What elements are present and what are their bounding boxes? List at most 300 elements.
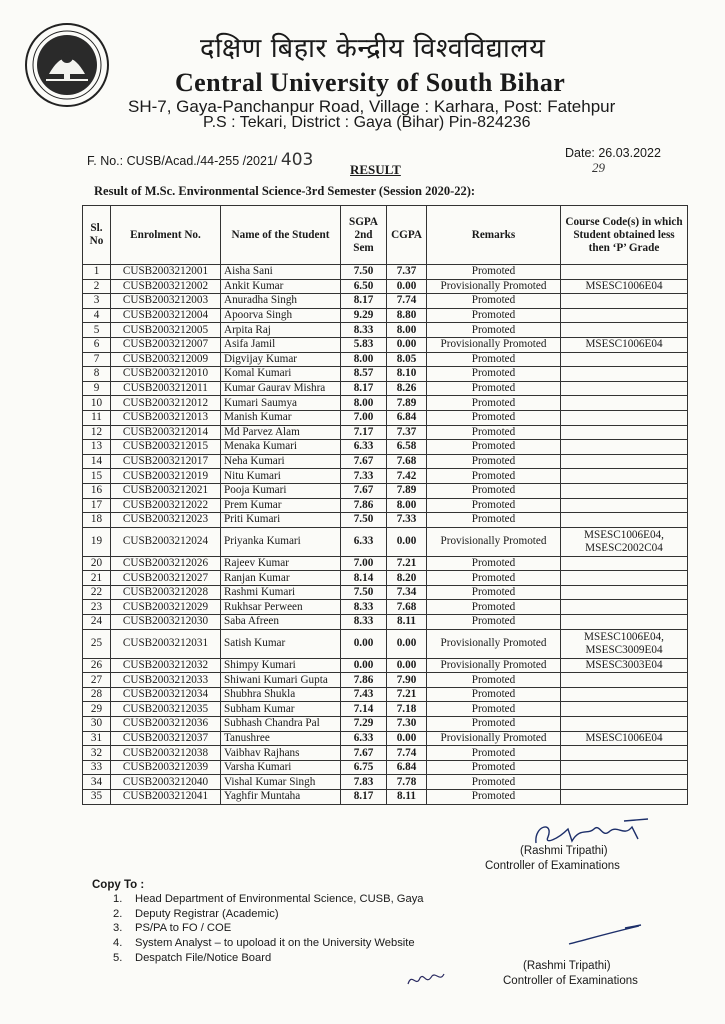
cell-remarks: Promoted [427,483,561,498]
cell-student-name: Priti Kumari [221,513,341,528]
cell-student-name: Aisha Sani [221,265,341,280]
copy-to-item-number: 2. [113,907,123,920]
cell-student-name: Satish Kumar [221,629,341,658]
cell-enrolment: CUSB2003212031 [111,629,221,658]
cell-course-codes [561,352,688,367]
cell-student-name: Shiwani Kumari Gupta [221,673,341,688]
cell-sgpa: 7.29 [341,717,387,732]
cell-remarks: Promoted [427,425,561,440]
cell-course-codes [561,760,688,775]
cell-course-codes [561,308,688,323]
cell-sl-no: 6 [83,337,111,352]
cell-remarks: Provisionally Promoted [427,279,561,294]
cell-sgpa: 7.67 [341,746,387,761]
cell-student-name: Vaibhav Rajhans [221,746,341,761]
cell-student-name: Kumar Gaurav Mishra [221,381,341,396]
cell-remarks: Promoted [427,790,561,805]
cell-sgpa: 8.57 [341,367,387,382]
cell-course-codes [561,571,688,586]
table-row [83,658,688,673]
handwritten-note: 29 [592,160,605,175]
cell-course-codes [561,687,688,702]
cell-sl-no: 18 [83,513,111,528]
header-sgpa: SGPA 2nd Sem [341,206,387,265]
handwritten-initials [404,968,446,990]
cell-sgpa: 8.17 [341,790,387,805]
cell-enrolment: CUSB2003212002 [111,279,221,294]
cell-sl-no: 27 [83,673,111,688]
university-name-hindi: दक्षिण बिहार केन्द्रीय विश्वविद्यालय [200,33,546,64]
cell-sl-no: 11 [83,410,111,425]
cell-enrolment: CUSB2003212035 [111,702,221,717]
cell-remarks: Provisionally Promoted [427,731,561,746]
copy-to-item-number: 1. [113,893,123,905]
cell-sl-no: 14 [83,454,111,469]
cell-cgpa: 7.34 [387,585,427,600]
cell-cgpa: 8.00 [387,323,427,338]
cell-course-codes: MSESC1006E04 [561,337,688,352]
cell-course-codes [561,585,688,600]
cell-enrolment: CUSB2003212007 [111,337,221,352]
cell-remarks: Promoted [427,746,561,761]
cell-enrolment: CUSB2003212036 [111,717,221,732]
signatory-top-role: Controller of Examinations [485,860,620,872]
cell-sl-no: 32 [83,746,111,761]
address-line-2: P.S : Tekari, District : Gaya (Bihar) Pin-824236 [203,114,531,131]
cell-course-codes: MSESC1006E04, MSESC2002C04 [561,527,688,556]
cell-sl-no: 16 [83,483,111,498]
copy-to-item [113,952,424,967]
cell-student-name: Pooja Kumari [221,483,341,498]
address-line-1: SH-7, Gaya-Panchanpur Road, Village : Karhara, Post: Fatehpur [128,97,616,116]
cell-sl-no: 30 [83,717,111,732]
cell-enrolment: CUSB2003212027 [111,571,221,586]
cell-cgpa: 8.00 [387,498,427,513]
university-logo-seal [24,22,110,108]
cell-sgpa: 7.50 [341,513,387,528]
cell-cgpa: 8.11 [387,790,427,805]
cell-student-name: Komal Kumari [221,367,341,382]
header-enrolment: Enrolment No. [111,206,221,265]
cell-sgpa: 6.33 [341,527,387,556]
cell-enrolment: CUSB2003212010 [111,367,221,382]
cell-sl-no: 24 [83,615,111,630]
cell-sl-no: 13 [83,440,111,455]
cell-cgpa: 0.00 [387,731,427,746]
cell-remarks: Promoted [427,367,561,382]
cell-sl-no: 3 [83,294,111,309]
cell-remarks: Promoted [427,600,561,615]
cell-course-codes [561,746,688,761]
cell-remarks: Promoted [427,454,561,469]
cell-remarks: Promoted [427,294,561,309]
cell-sl-no: 29 [83,702,111,717]
header-student-name: Name of the Student [221,206,341,265]
table-row [83,425,688,440]
signature-bottom [565,922,645,948]
cell-course-codes [561,323,688,338]
cell-sgpa: 7.00 [341,556,387,571]
cell-sl-no: 22 [83,585,111,600]
cell-course-codes: MSESC1006E04 [561,731,688,746]
cell-sgpa: 6.75 [341,760,387,775]
table-row [83,790,688,805]
cell-cgpa: 7.21 [387,556,427,571]
cell-remarks: Promoted [427,265,561,280]
cell-course-codes [561,265,688,280]
cell-student-name: Ranjan Kumar [221,571,341,586]
table-row [83,323,688,338]
table-row [83,308,688,323]
cell-enrolment: CUSB2003212005 [111,323,221,338]
cell-sgpa: 7.17 [341,425,387,440]
cell-remarks: Promoted [427,410,561,425]
cell-cgpa: 7.78 [387,775,427,790]
cell-course-codes [561,469,688,484]
cell-sgpa: 8.33 [341,615,387,630]
cell-course-codes [561,396,688,411]
cell-sl-no: 25 [83,629,111,658]
cell-sl-no: 26 [83,658,111,673]
table-header-row [83,206,688,265]
cell-course-codes [561,513,688,528]
copy-to-item-number: 3. [113,922,123,935]
cell-cgpa: 0.00 [387,279,427,294]
cell-course-codes: MSESC1006E04 [561,279,688,294]
cell-enrolment: CUSB2003212015 [111,440,221,455]
table-row [83,673,688,688]
signatory-bottom-name: (Rashmi Tripathi) [523,960,611,972]
cell-sl-no: 2 [83,279,111,294]
result-table [82,205,688,805]
table-row [83,294,688,309]
cell-remarks: Provisionally Promoted [427,658,561,673]
header-cgpa: CGPA [387,206,427,265]
cell-course-codes [561,702,688,717]
cell-course-codes [561,717,688,732]
cell-course-codes [561,790,688,805]
cell-sl-no: 35 [83,790,111,805]
cell-sl-no: 21 [83,571,111,586]
cell-cgpa: 7.68 [387,600,427,615]
cell-sgpa: 7.00 [341,410,387,425]
cell-course-codes [561,673,688,688]
cell-student-name: Digvijay Kumar [221,352,341,367]
cell-enrolment: CUSB2003212026 [111,556,221,571]
cell-student-name: Anuradha Singh [221,294,341,309]
cell-sgpa: 0.00 [341,629,387,658]
cell-cgpa: 7.33 [387,513,427,528]
cell-cgpa: 0.00 [387,527,427,556]
cell-enrolment: CUSB2003212017 [111,454,221,469]
cell-course-codes [561,775,688,790]
table-row [83,469,688,484]
cell-student-name: Apoorva Singh [221,308,341,323]
cell-course-codes [561,483,688,498]
table-row [83,337,688,352]
copy-to-item-text: Deputy Registrar (Academic) [135,907,279,920]
copy-to-item-text: Head Department of Environmental Science, CUSB, Gaya [135,893,424,905]
cell-student-name: Subham Kumar [221,702,341,717]
cell-enrolment: CUSB2003212019 [111,469,221,484]
copy-to-item [113,937,424,952]
cell-sgpa: 7.50 [341,265,387,280]
cell-cgpa: 8.26 [387,381,427,396]
cell-sl-no: 19 [83,527,111,556]
cell-enrolment: CUSB2003212040 [111,775,221,790]
cell-enrolment: CUSB2003212037 [111,731,221,746]
table-row [83,731,688,746]
table-row [83,513,688,528]
cell-remarks: Provisionally Promoted [427,337,561,352]
signatory-top-name: (Rashmi Tripathi) [520,845,608,857]
cell-sgpa: 7.67 [341,483,387,498]
cell-cgpa: 7.89 [387,483,427,498]
table-row [83,556,688,571]
table-row [83,527,688,556]
cell-sl-no: 17 [83,498,111,513]
cell-sl-no: 9 [83,381,111,396]
cell-student-name: Priyanka Kumari [221,527,341,556]
cell-remarks: Provisionally Promoted [427,629,561,658]
cell-student-name: Rajeev Kumar [221,556,341,571]
copy-to-item-number: 4. [113,937,123,950]
table-row [83,396,688,411]
cell-sgpa: 6.33 [341,440,387,455]
result-heading: RESULT [350,162,401,177]
cell-remarks: Promoted [427,556,561,571]
cell-sl-no: 4 [83,308,111,323]
cell-cgpa: 7.89 [387,396,427,411]
cell-student-name: Saba Afreen [221,615,341,630]
file-number-text: F. No.: CUSB/Acad./44-255 /2021/ [87,154,278,168]
cell-enrolment: CUSB2003212004 [111,308,221,323]
cell-student-name: Kumari Saumya [221,396,341,411]
table-row [83,702,688,717]
cell-sl-no: 28 [83,687,111,702]
cell-course-codes: MSESC3003E04 [561,658,688,673]
cell-student-name: Prem Kumar [221,498,341,513]
cell-remarks: Promoted [427,308,561,323]
cell-enrolment: CUSB2003212021 [111,483,221,498]
cell-remarks: Promoted [427,615,561,630]
cell-sl-no: 34 [83,775,111,790]
table-row [83,454,688,469]
cell-cgpa: 8.80 [387,308,427,323]
cell-sgpa: 8.33 [341,323,387,338]
cell-sgpa: 9.29 [341,308,387,323]
cell-student-name: Varsha Kumari [221,760,341,775]
cell-course-codes [561,381,688,396]
cell-sgpa: 8.00 [341,352,387,367]
cell-enrolment: CUSB2003212001 [111,265,221,280]
cell-sgpa: 7.50 [341,585,387,600]
cell-course-codes [561,425,688,440]
cell-sgpa: 7.67 [341,454,387,469]
cell-remarks: Promoted [427,323,561,338]
cell-sgpa: 8.33 [341,600,387,615]
table-row [83,600,688,615]
table-row [83,381,688,396]
cell-course-codes [561,410,688,425]
cell-enrolment: CUSB2003212024 [111,527,221,556]
cell-student-name: Rashmi Kumari [221,585,341,600]
cell-remarks: Promoted [427,702,561,717]
cell-cgpa: 7.68 [387,454,427,469]
signatory-bottom-role: Controller of Examinations [503,975,638,987]
cell-cgpa: 7.74 [387,294,427,309]
cell-cgpa: 8.11 [387,615,427,630]
cell-sgpa: 5.83 [341,337,387,352]
cell-cgpa: 6.84 [387,410,427,425]
cell-cgpa: 7.42 [387,469,427,484]
cell-enrolment: CUSB2003212013 [111,410,221,425]
cell-enrolment: CUSB2003212039 [111,760,221,775]
table-row [83,717,688,732]
cell-cgpa: 7.90 [387,673,427,688]
cell-remarks: Promoted [427,396,561,411]
cell-sgpa: 7.43 [341,687,387,702]
cell-cgpa: 7.37 [387,425,427,440]
table-row [83,265,688,280]
table-row [83,483,688,498]
cell-sgpa: 8.14 [341,571,387,586]
cell-enrolment: CUSB2003212022 [111,498,221,513]
cell-sl-no: 8 [83,367,111,382]
cell-enrolment: CUSB2003212041 [111,790,221,805]
cell-student-name: Asifa Jamil [221,337,341,352]
cell-sgpa: 7.83 [341,775,387,790]
cell-enrolment: CUSB2003212038 [111,746,221,761]
cell-cgpa: 8.10 [387,367,427,382]
cell-sl-no: 12 [83,425,111,440]
cell-course-codes [561,367,688,382]
header-sl-no: Sl. No [83,206,111,265]
copy-to-item-text: Despatch File/Notice Board [135,951,272,964]
cell-remarks: Promoted [427,352,561,367]
cell-student-name: Menaka Kumari [221,440,341,455]
copy-to-item-text: System Analyst – to upoload it on the University Website [135,937,415,950]
cell-cgpa: 7.37 [387,265,427,280]
cell-sl-no: 1 [83,265,111,280]
cell-remarks: Promoted [427,717,561,732]
cell-enrolment: CUSB2003212003 [111,294,221,309]
cell-course-codes [561,454,688,469]
cell-remarks: Promoted [427,687,561,702]
cell-remarks: Promoted [427,381,561,396]
cell-course-codes: MSESC1006E04, MSESC3009E04 [561,629,688,658]
cell-enrolment: CUSB2003212009 [111,352,221,367]
cell-cgpa: 7.21 [387,687,427,702]
cell-remarks: Promoted [427,469,561,484]
file-number [87,150,313,170]
cell-remarks: Promoted [427,440,561,455]
cell-student-name: Arpita Raj [221,323,341,338]
table-row [83,629,688,658]
cell-student-name: Rukhsar Perween [221,600,341,615]
cell-student-name: Md Parvez Alam [221,425,341,440]
cell-sl-no: 15 [83,469,111,484]
cell-remarks: Promoted [427,513,561,528]
cell-cgpa: 0.00 [387,337,427,352]
table-row [83,760,688,775]
cell-cgpa: 7.74 [387,746,427,761]
cell-sl-no: 7 [83,352,111,367]
copy-to-list [113,893,424,966]
cell-sl-no: 5 [83,323,111,338]
cell-enrolment: CUSB2003212011 [111,381,221,396]
cell-course-codes [561,440,688,455]
cell-student-name: Vishal Kumar Singh [221,775,341,790]
cell-cgpa: 7.18 [387,702,427,717]
table-row [83,352,688,367]
cell-enrolment: CUSB2003212029 [111,600,221,615]
table-row [83,440,688,455]
cell-student-name: Shimpy Kumari [221,658,341,673]
table-row [83,585,688,600]
cell-enrolment: CUSB2003212034 [111,687,221,702]
table-row [83,615,688,630]
cell-sl-no: 33 [83,760,111,775]
cell-remarks: Provisionally Promoted [427,527,561,556]
cell-course-codes [561,600,688,615]
cell-cgpa: 8.20 [387,571,427,586]
cell-student-name: Ankit Kumar [221,279,341,294]
cell-cgpa: 6.58 [387,440,427,455]
cell-cgpa: 8.05 [387,352,427,367]
cell-enrolment: CUSB2003212033 [111,673,221,688]
cell-sgpa: 6.50 [341,279,387,294]
copy-to-label: Copy To : [92,879,145,891]
cell-sl-no: 23 [83,600,111,615]
cell-cgpa: 0.00 [387,658,427,673]
cell-course-codes [561,556,688,571]
table-row [83,410,688,425]
cell-enrolment: CUSB2003212012 [111,396,221,411]
cell-remarks: Promoted [427,775,561,790]
cell-course-codes [561,294,688,309]
cell-student-name: Nitu Kumari [221,469,341,484]
table-row [83,571,688,586]
file-number-handwritten: 403 [280,150,314,170]
cell-remarks: Promoted [427,498,561,513]
cell-enrolment: CUSB2003212030 [111,615,221,630]
copy-to-item-number: 5. [113,951,123,964]
document-date: Date: 26.03.2022 [565,146,661,160]
cell-remarks: Promoted [427,571,561,586]
table-row [83,498,688,513]
cell-student-name: Yaghfir Muntaha [221,790,341,805]
cell-sgpa: 0.00 [341,658,387,673]
table-row [83,367,688,382]
copy-to-item [113,922,424,937]
cell-sgpa: 7.86 [341,673,387,688]
copy-to-item [113,908,424,923]
result-subheading: Result of M.Sc. Environmental Science-3rd Semester (Session 2020-22): [94,184,476,198]
cell-sgpa: 7.33 [341,469,387,484]
cell-enrolment: CUSB2003212014 [111,425,221,440]
cell-enrolment: CUSB2003212028 [111,585,221,600]
cell-sgpa: 8.17 [341,294,387,309]
cell-sgpa: 6.33 [341,731,387,746]
cell-course-codes [561,498,688,513]
cell-sgpa: 8.17 [341,381,387,396]
cell-sl-no: 10 [83,396,111,411]
cell-sl-no: 20 [83,556,111,571]
cell-cgpa: 7.30 [387,717,427,732]
table-row [83,687,688,702]
cell-cgpa: 6.84 [387,760,427,775]
